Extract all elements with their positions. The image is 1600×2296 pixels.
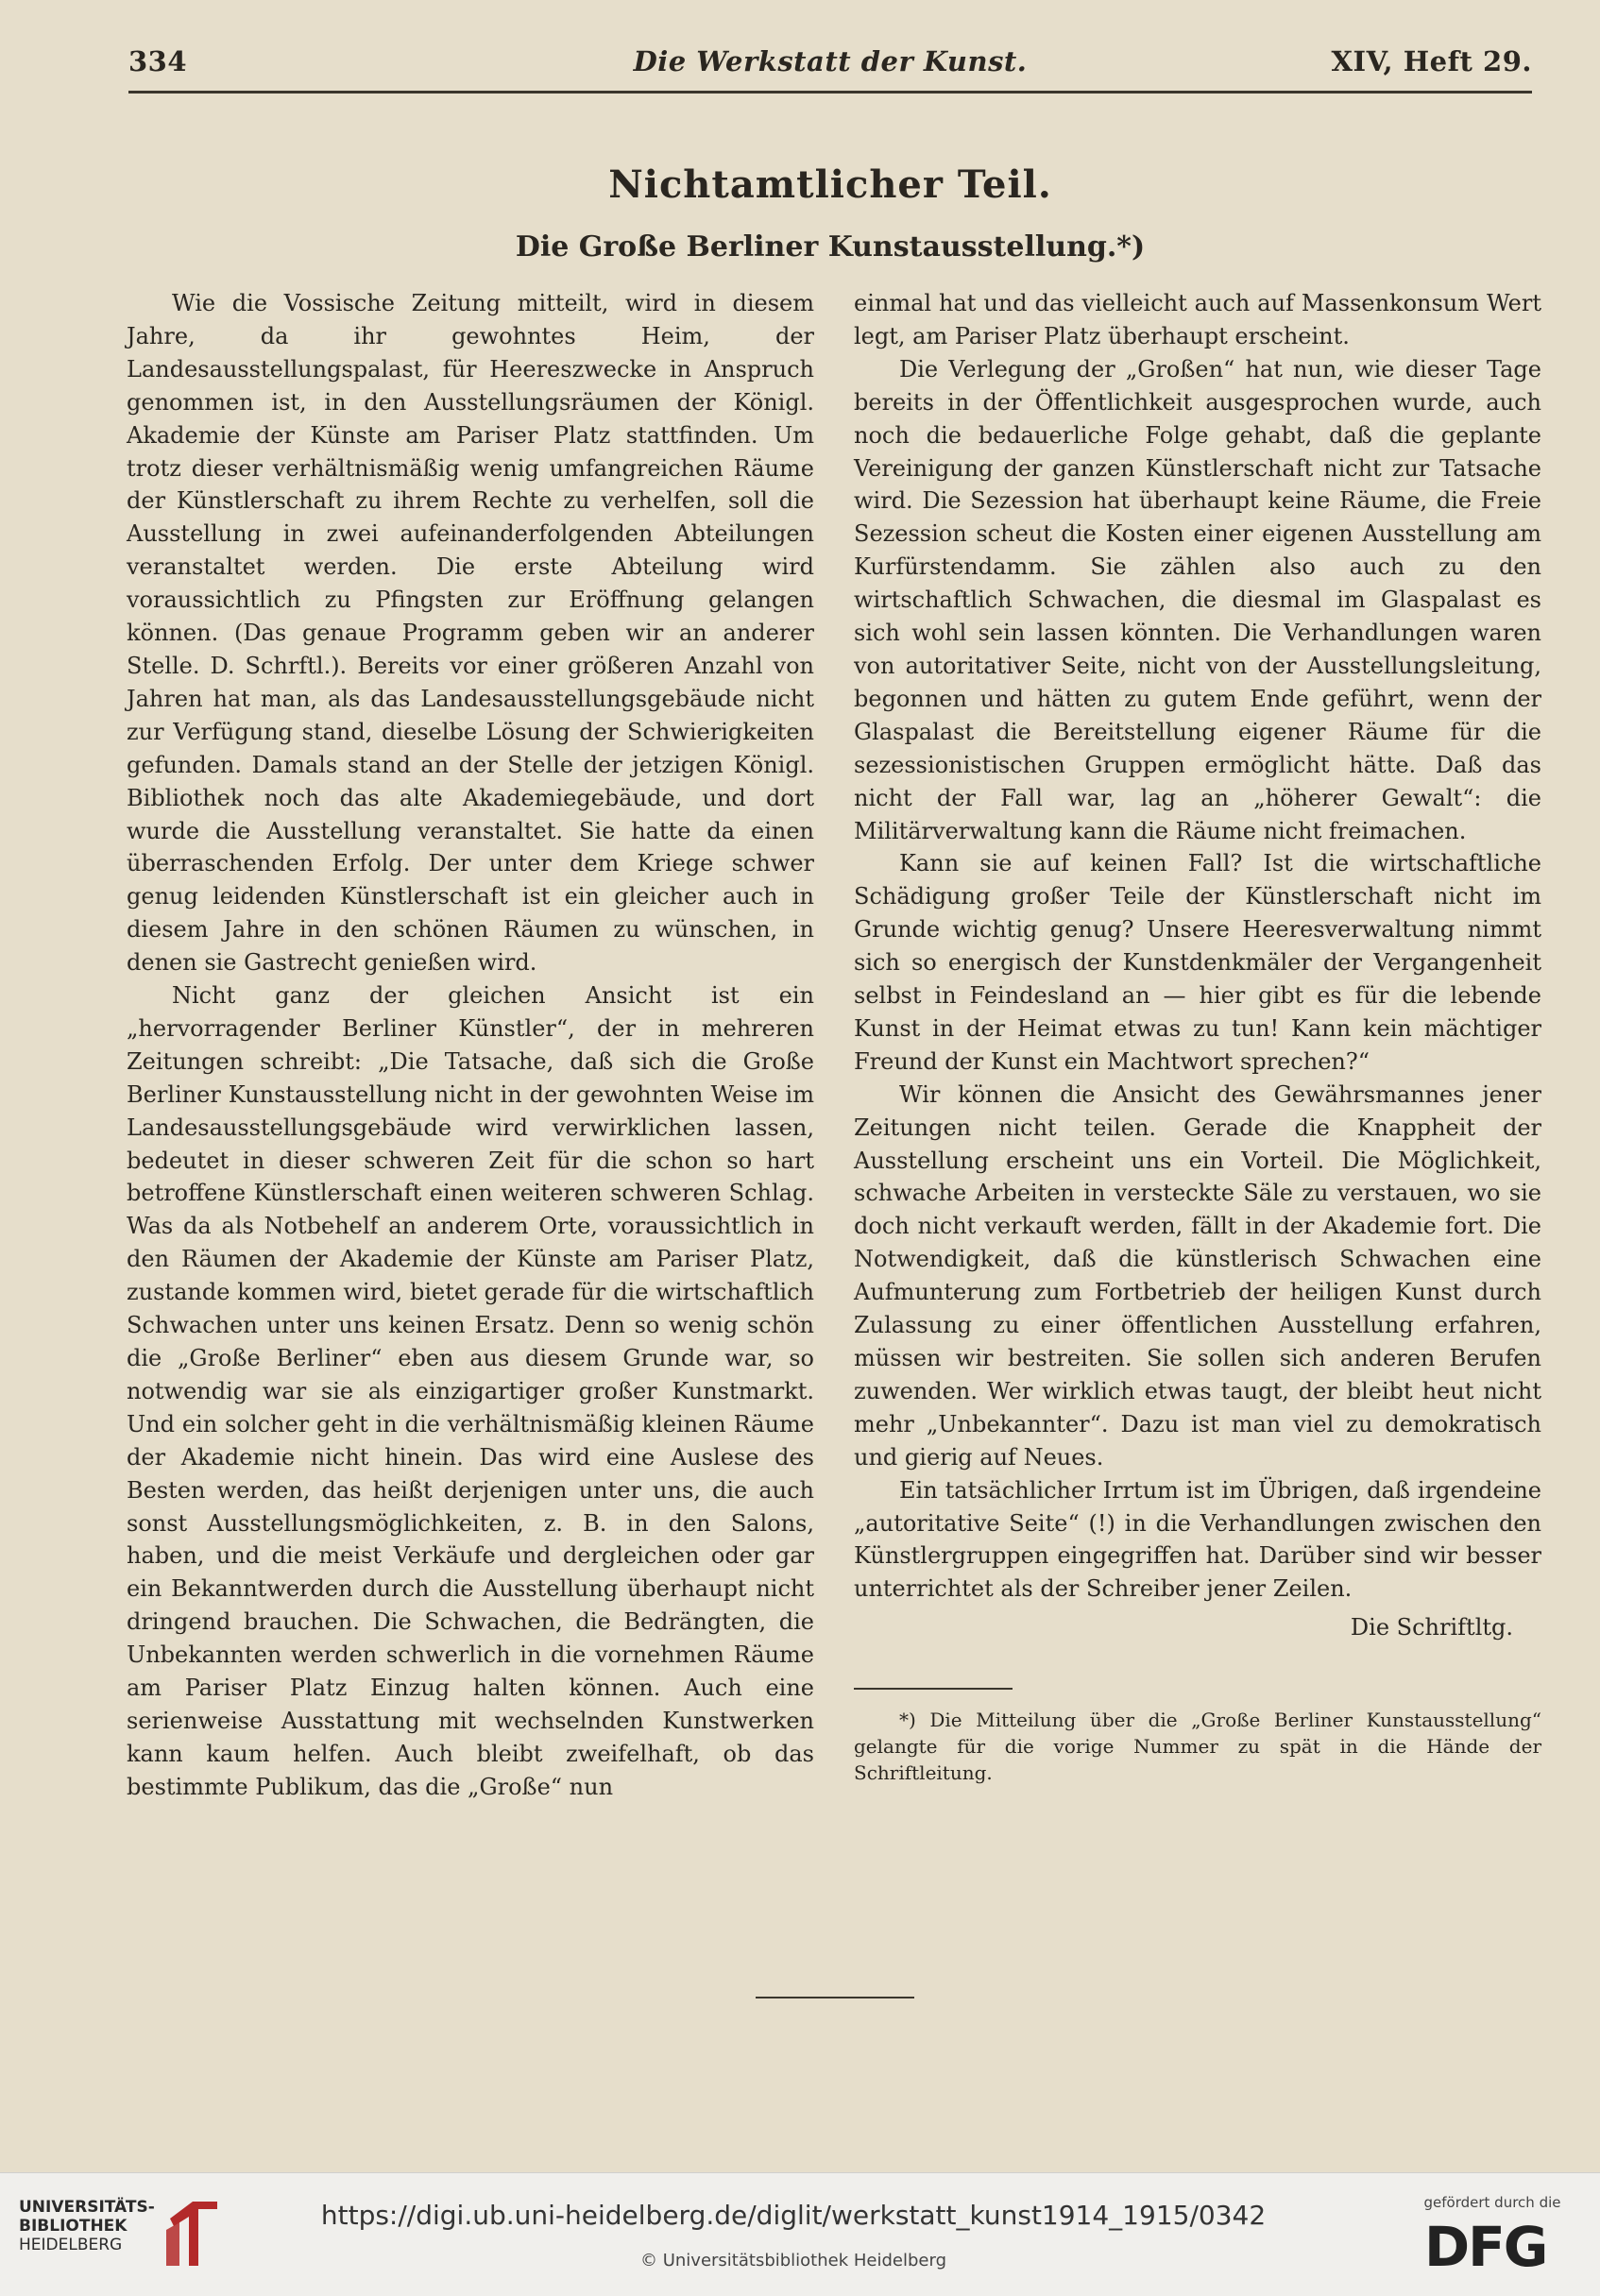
footnote [854, 1707, 1541, 1786]
article-title: Die Große Berliner Kunstausstellung.*) [515, 230, 1146, 264]
issue-label: XIV, Heft 29. [1331, 45, 1532, 77]
section-title: Nichtamtlicher Teil. [608, 162, 1052, 207]
header-rule [128, 91, 1532, 94]
page-number: 334 [128, 45, 188, 77]
paragraph: Wie die Vossische Zeitung mitteilt, wird in diesem Jahre, da ihr gewohntes Heim, der Landesausstellungspalast, für Heereszwecke in Anspruch genommen ist, in den Ausstellungsräumen der Königl. Akademie der Künste am Pariser Platz stattfinden. Um trotz dieser verhältnismäßig wenig umfangreichen Räume der Künstlerschaft zu ihrem Rechte zu verhelfen, soll die Ausstellung in zwei aufeinanderfolgenden Abteilungen veranstaltet werden. Die erste Abteilung wird voraussichtlich zu Pfingsten zur Eröffnung gelangen können. (Das genaue Programm geben wir an anderer Stelle. D. Schrftl.). Bereits vor einer größeren Anzahl von Jahren hat man, als das Landesausstellungsgebäude nicht zur Verfügung stand, dieselbe Lösung der Schwierigkeiten gefunden. Damals stand an der Stelle der jetzigen Königl. Bibliothek noch das alte Akademiegebäude, und dort wurde die Ausstellung veranstaltet. Sie hatte da einen überraschenden Erfolg. Der unter dem Kriege schwer genug leidenden Künstlerschaft ist ein gleicher auch in diesem Jahre in den schönen Räumen zu wünschen, in denen sie Gastrecht genießen wird. [127, 290, 814, 977]
dfg-logo-icon: DFG [1424, 2215, 1547, 2279]
dfg-funding[interactable] [1417, 2194, 1568, 2288]
funding-caption: gefördert durch die [1423, 2194, 1561, 2211]
library-emblem-icon [161, 2198, 221, 2273]
permalink-url[interactable]: https://digi.ub.uni-heidelberg.de/diglit/werkstatt_kunst1914_1915/0342 [320, 2200, 1267, 2231]
left-column [127, 287, 814, 1804]
viewer-footer [0, 2172, 1600, 2296]
paragraph: Die Verlegung der „Großen“ hat nun, wie dieser Tage bereits in der Öffentlichkeit ausgesprochen wurde, auch noch die bedauerliche Folge gehabt, daß die geplante Vereinigung der ganzen Künstlerschaft nicht zur Tatsache wird. Die Sezession hat überhaupt keine Räume, die Freie Sezession scheut die Kosten einer eigenen Ausstellung am Kurfürstendamm. Sie zählen also auch zu den wirtschaftlich Schwachen, die diesmal im Glaspalast es sich wohl sein lassen könnten. Die Verhandlungen waren von autoritativer Seite, nicht von der Ausstellungsleitung, begonnen und hätten zu gutem Ende geführt, wenn der Glaspalast die Bereitstellung eigener Räume für die sezessionistischen Gruppen ermöglicht hätte. Daß das nicht der Fall war, lag an „höherer Gewalt“: die Militärverwaltung kann die Räume nicht freimachen. [854, 355, 1541, 844]
footnote-text: *) Die Mitteilung über die „Große Berliner Kunstausstellung“ gelangte für die vorige Nummer zu spät in die Hände der Schriftleitung. [854, 1709, 1541, 1785]
paragraph: Nicht ganz der gleichen Ansicht ist ein „hervorragender Berliner Künstler“, der in mehreren Zeitungen schreibt: „Die Tatsache, daß sich die Große Berliner Kunstausstellung nicht in der gewohnten Weise im Landesausstellungsgebäude wird verwirklichen lassen, bedeutet in dieser schweren Zeit für die schon so hart betroffene Künstlerschaft einen weiteren schweren Schlag. Was da als Notbehelf an anderem Orte, voraussichtlich in den Räumen der Akademie der Künste am Pariser Platz, zustande kommen wird, bietet gerade für die wirtschaftlich Schwachen unter uns keinen Ersatz. Denn so wenig schön die „Große Berliner“ eben aus diesem Grunde war, so notwendig war sie als einzigartiger großer Kunstmarkt. Und ein solcher geht in die verhältnismäßig kleinen Räume der Akademie nicht hinein. Das wird eine Auslese des Besten werden, das heißt derjenigen unter uns, die auch sonst Ausstellungsmöglichkeiten, z. B. in den Salons, haben, und die meist Verkäufe und dergleichen oder gar ein Bekanntwerden durch die Ausstellung überhaupt nicht dringend brauchen. Die Schwachen, die Bedrängten, die Unbekannten werden schwerlich in die vornehmen Räume am Pariser Platz Einzug halten können. Auch eine serienweise Ausstattung mit wechselnden Kunstwerken kann kaum helfen. Auch bleibt zweifelhaft, ob das bestimmte Publikum, das die „Große“ nun [127, 982, 814, 1800]
end-rule [756, 1997, 914, 1998]
paragraph: Wir können die Ansicht des Gewährsmannes jener Zeitungen nicht teilen. Gerade die Knappheit der Ausstellung erscheint uns ein Vorteil. Die Möglichkeit, schwache Arbeiten in versteckte Säle zu verstauen, wo sie doch nicht verkauft werden, fällt in der Akademie fort. Die Notwendigkeit, daß die künstlerisch Schwachen eine Aufmunterung zum Fortbetrieb der heiligen Kunst durch Zulassung zu einer öffentlichen Ausstellung erfahren, müssen wir bestreiten. Sie sollen sich anderen Berufen zuwenden. Wer wirklich etwas taugt, der bleibt heut nicht mehr „Unbekannter“. Dazu ist man viel zu demokratisch und gierig auf Neues. [854, 1080, 1541, 1471]
paragraph: Kann sie auf keinen Fall? Ist die wirtschaftliche Schädigung großer Teile der Künstlerschaft nicht im Grunde wichtig genug? Unsere Heeresverwaltung nimmt sich so energisch der Kunstdenkmäler der Vergangenheit selbst in Feindesland an — hier gibt es für die lebende Kunst in der Heimat etwas zu tun! Kann kein mächtiger Freund der Kunst ein Machtwort sprechen?“ [854, 850, 1541, 1075]
library-logo[interactable] [19, 2198, 236, 2273]
journal-title: Die Werkstatt der Kunst. [633, 45, 1028, 77]
copyright-notice: © Universitätsbibliothek Heidelberg [639, 2251, 946, 2270]
paragraph-continuation: einmal hat und das vielleicht auch auf Massenkonsum Wert legt, am Pariser Platz überhaupt erscheint. [854, 290, 1541, 349]
running-head [128, 45, 1532, 83]
footnote-rule [854, 1688, 1013, 1690]
paragraph: Ein tatsächlicher Irrtum ist im Übrigen, daß irgendeine „autoritative Seite“ (!) in die Verhandlungen zwischen den Künstlergruppen eingegriffen hat. Darüber sind wir besser unterrichtet als der Schreiber jener Zeilen. [854, 1476, 1541, 1603]
right-column [854, 287, 1541, 1786]
signature: Die Schriftltg. [1350, 1614, 1513, 1641]
library-name: UNIVERSITÄTS- BIBLIOTHEK HEIDELBERG [19, 2198, 155, 2254]
